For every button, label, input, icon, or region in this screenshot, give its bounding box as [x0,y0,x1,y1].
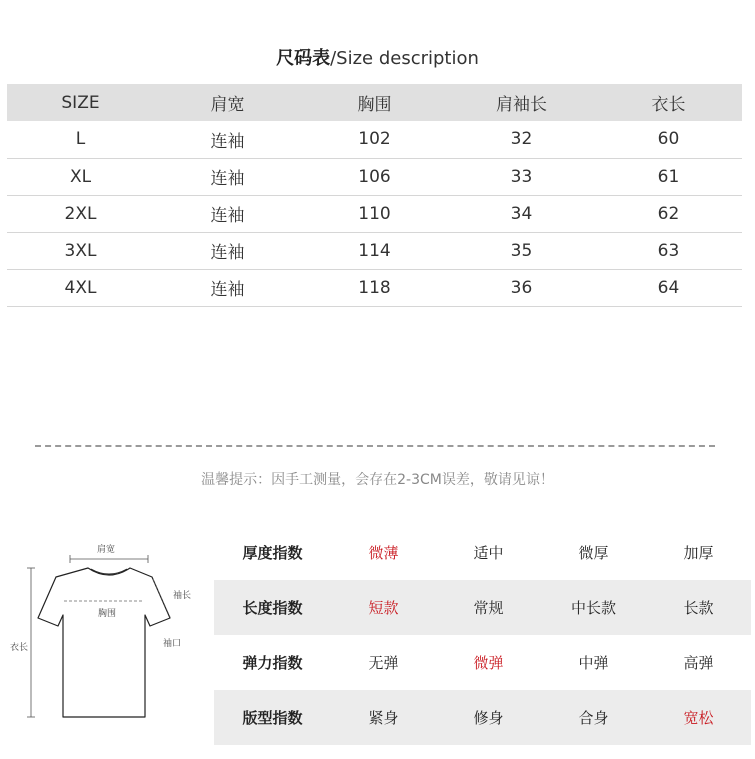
size-header-chest: 胸围 [301,84,448,121]
table-cell: 2XL [7,195,154,232]
index-option: 中长款 [541,580,646,635]
table-cell: 114 [301,232,448,269]
index-option: 适中 [473,544,504,562]
index-option: 修身 [436,690,541,745]
index-label: 厚度指数 [242,544,303,562]
index-row-thickness [214,525,751,580]
index-row-fit [214,690,751,745]
cuff-label: 袖口 [163,639,182,649]
size-header-size: SIZE [7,84,154,121]
index-label: 弹力指数 [242,654,303,672]
size-header-shoulder: 肩宽 [154,84,301,121]
table-row [7,232,742,269]
sleeve-length-label: 袖长 [173,591,192,601]
index-option: 长款 [646,580,751,635]
table-cell: 4XL [7,269,154,306]
table-cell: 62 [595,195,742,232]
table-row [7,195,742,232]
table-cell: 连袖 [154,269,301,306]
table-cell: 60 [595,121,742,158]
index-option: 中弹 [578,654,609,672]
index-label: 长度指数 [214,580,331,635]
table-cell: 3XL [7,232,154,269]
index-option: 宽松 [646,690,751,745]
size-table [7,84,742,307]
table-cell: 32 [448,121,595,158]
table-cell: 118 [301,269,448,306]
index-row-length [214,580,751,635]
table-cell: 34 [448,195,595,232]
table-row [7,121,742,158]
shoulder-label: 肩宽 [97,545,116,555]
table-cell: 33 [448,158,595,195]
table-cell: 连袖 [154,121,301,158]
index-option: 紧身 [331,690,436,745]
chest-label: 胸围 [98,609,117,619]
table-cell: L [7,121,154,158]
table-cell: 61 [595,158,742,195]
index-label: 版型指数 [214,690,331,745]
index-option: 高弹 [683,654,714,672]
index-option: 合身 [541,690,646,745]
index-option: 微薄 [368,544,399,562]
fabric-index-table [214,525,751,745]
body-length-label: 衣长 [10,643,29,653]
index-option: 微弹 [473,654,504,672]
index-row-elasticity [214,635,751,690]
measurement-notice: 温馨提示：因手工测量，会存在2-3CM误差，敬请见谅！ [201,472,554,488]
page-title [0,44,755,70]
size-header-length: 衣长 [595,84,742,121]
index-option: 短款 [331,580,436,635]
table-row [7,158,742,195]
table-row [7,269,742,306]
size-table-header-row [7,84,742,121]
dashed-divider [35,445,715,447]
table-cell: 36 [448,269,595,306]
title-rest: /Size description [330,48,479,69]
table-cell: 106 [301,158,448,195]
tshirt-measurement-diagram [0,535,210,735]
index-option: 加厚 [683,544,714,562]
table-cell: 35 [448,232,595,269]
index-option: 微厚 [578,544,609,562]
title-bold: 尺码表 [276,48,331,69]
table-cell: 63 [595,232,742,269]
table-cell: 64 [595,269,742,306]
index-option: 无弹 [368,654,399,672]
size-header-sleeve: 肩袖长 [448,84,595,121]
table-cell: XL [7,158,154,195]
tshirt-icon [0,535,210,735]
index-option: 常规 [436,580,541,635]
table-cell: 连袖 [154,195,301,232]
table-cell: 连袖 [154,232,301,269]
table-cell: 110 [301,195,448,232]
table-cell: 连袖 [154,158,301,195]
table-cell: 102 [301,121,448,158]
